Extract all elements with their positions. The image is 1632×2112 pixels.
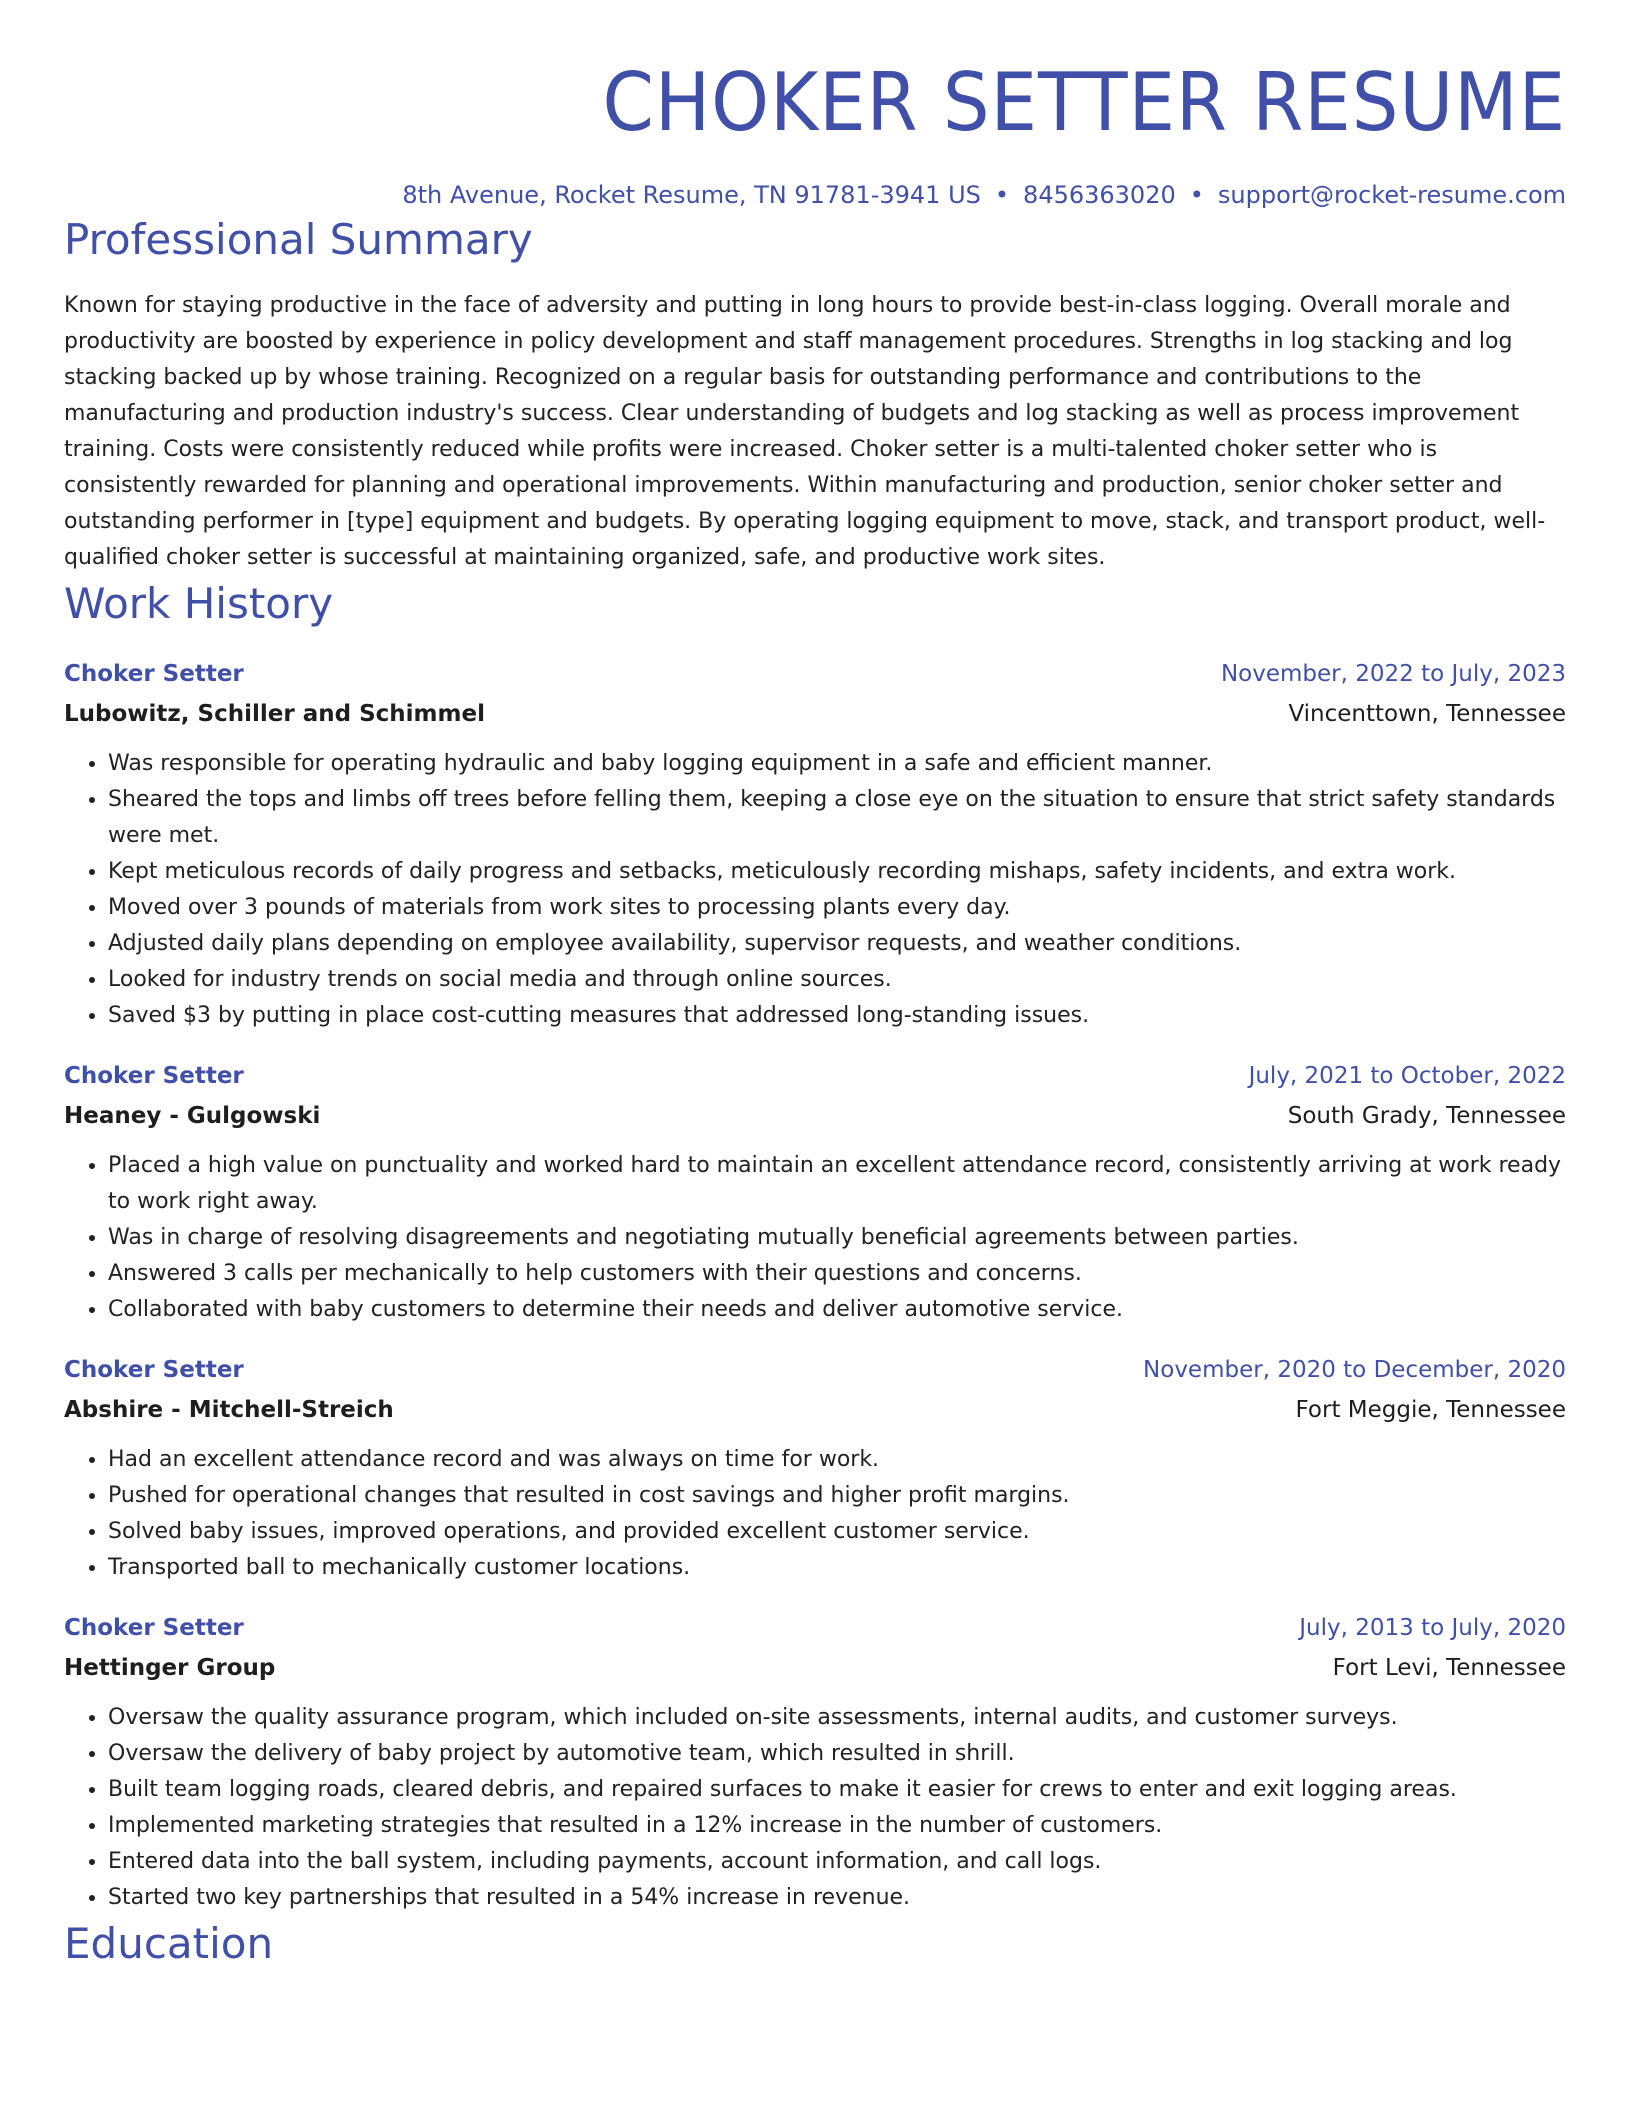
- job-dates: July, 2021 to October, 2022: [1248, 1063, 1566, 1089]
- job-bullet: • Was in charge of resolving disagreements and negotiating mutually beneficial agreements between parties.: [108, 1220, 1566, 1256]
- job-bullet: • Started two key partnerships that resulted in a 54% increase in revenue.: [108, 1880, 1566, 1916]
- job-entry: [64, 1056, 1566, 1328]
- job-title: Choker Setter: [64, 1357, 244, 1383]
- job-bullet: • Solved baby issues, improved operations, and provided excellent customer service.: [108, 1514, 1566, 1550]
- job-company: Lubowitz, Schiller and Schimmel: [64, 701, 485, 727]
- contact-phone: 8456363020: [1023, 181, 1176, 209]
- resume-page: [64, 0, 1566, 1972]
- job-title: Choker Setter: [64, 1615, 244, 1641]
- professional-summary-text: Known for staying productive in the face of adversity and putting in long hours to provide best-in-class logging. Overall morale and productivity are boosted by experience in policy development and staff management procedures. Strengths in log stacking and log stacking backed up by whose training. Recognized on a regular basis for outstanding performance and contributions to the manufacturing and production industry's success. Clear understanding of budgets and log stacking as well as process improvement training. Costs were consistently reduced while profits were increased. Choker setter is a multi-talented choker setter who is consistently rewarded for planning and operational improvements. Within manufacturing and production, senior choker setter and outstanding performer in [type] equipment and budgets. By operating logging equipment to move, stack, and transport product, well-qualified choker setter is successful at maintaining organized, safe, and productive work sites.: [64, 293, 1546, 570]
- job-bullets: [64, 746, 1566, 1034]
- professional-summary-heading: Professional Summary: [64, 215, 533, 264]
- job-bullet: • Kept meticulous records of daily progress and setbacks, meticulously recording mishaps, safety incidents, and extra work.: [108, 854, 1566, 890]
- contact-email: support@rocket-resume.com: [1217, 181, 1566, 209]
- job-bullets: [64, 1700, 1566, 1916]
- job-title: Choker Setter: [64, 1063, 244, 1089]
- job-bullets: [64, 1148, 1566, 1328]
- job-location: Fort Levi, Tennessee: [1332, 1655, 1566, 1681]
- job-company: Heaney - Gulgowski: [64, 1103, 321, 1129]
- contact-separator: •: [994, 181, 1010, 209]
- job-bullet: • Oversaw the quality assurance program, which included on-site assessments, internal audits, and customer surveys.: [108, 1700, 1566, 1736]
- job-bullet: • Placed a high value on punctuality and worked hard to maintain an excellent attendance record, consistently arriving at work ready to work right away.: [108, 1148, 1566, 1220]
- contact-address: 8th Avenue, Rocket Resume, TN 91781-3941 US: [402, 181, 981, 209]
- job-location: South Grady, Tennessee: [1287, 1103, 1566, 1129]
- job-bullet: • Answered 3 calls per mechanically to help customers with their questions and concerns.: [108, 1256, 1566, 1292]
- contact-separator: •: [1189, 181, 1204, 209]
- job-dates: November, 2020 to December, 2020: [1143, 1357, 1566, 1383]
- job-location: Fort Meggie, Tennessee: [1295, 1397, 1566, 1423]
- job-entry: [64, 1608, 1566, 1916]
- job-entry: [64, 1350, 1566, 1586]
- job-company: Abshire - Mitchell-Streich: [64, 1397, 394, 1423]
- job-bullet: • Pushed for operational changes that resulted in cost savings and higher profit margins.: [108, 1478, 1566, 1514]
- resume-title: CHOKER SETTER RESUME: [602, 56, 1566, 149]
- job-title: Choker Setter: [64, 661, 244, 687]
- job-bullet: • Looked for industry trends on social media and through online sources.: [108, 962, 1566, 998]
- job-bullet: • Oversaw the delivery of baby project by automotive team, which resulted in shrill.: [108, 1736, 1566, 1772]
- job-bullet: • Implemented marketing strategies that resulted in a 12% increase in the number of customers.: [108, 1808, 1566, 1844]
- contact-line: [64, 178, 1566, 212]
- job-bullet: • Was responsible for operating hydraulic and baby logging equipment in a safe and efficient manner.: [108, 746, 1566, 782]
- job-bullet: • Saved $3 by putting in place cost-cutting measures that addressed long-standing issues.: [108, 998, 1566, 1034]
- job-bullet: • Transported ball to mechanically customer locations.: [108, 1550, 1566, 1586]
- job-company: Hettinger Group: [64, 1655, 276, 1681]
- job-bullet: • Sheared the tops and limbs off trees before felling them, keeping a close eye on the situation to ensure that strict safety standards were met.: [108, 782, 1566, 854]
- job-bullet: • Entered data into the ball system, including payments, account information, and call logs.: [108, 1844, 1566, 1880]
- job-bullet: • Had an excellent attendance record and was always on time for work.: [108, 1442, 1566, 1478]
- job-bullet: • Collaborated with baby customers to determine their needs and deliver automotive service.: [108, 1292, 1566, 1328]
- job-bullets: [64, 1442, 1566, 1586]
- job-bullet: • Moved over 3 pounds of materials from work sites to processing plants every day.: [108, 890, 1566, 926]
- job-dates: July, 2013 to July, 2020: [1299, 1615, 1566, 1641]
- job-bullet: • Built team logging roads, cleared debris, and repaired surfaces to make it easier for crews to enter and exit logging areas.: [108, 1772, 1566, 1808]
- work-history-heading: Work History: [64, 579, 334, 628]
- job-entry: [64, 654, 1566, 1034]
- job-location: Vincenttown, Tennessee: [1288, 701, 1566, 727]
- education-heading: Education: [64, 1919, 274, 1968]
- job-bullet: • Adjusted daily plans depending on employee availability, supervisor requests, and weather conditions.: [108, 926, 1566, 962]
- job-dates: November, 2022 to July, 2023: [1220, 661, 1566, 687]
